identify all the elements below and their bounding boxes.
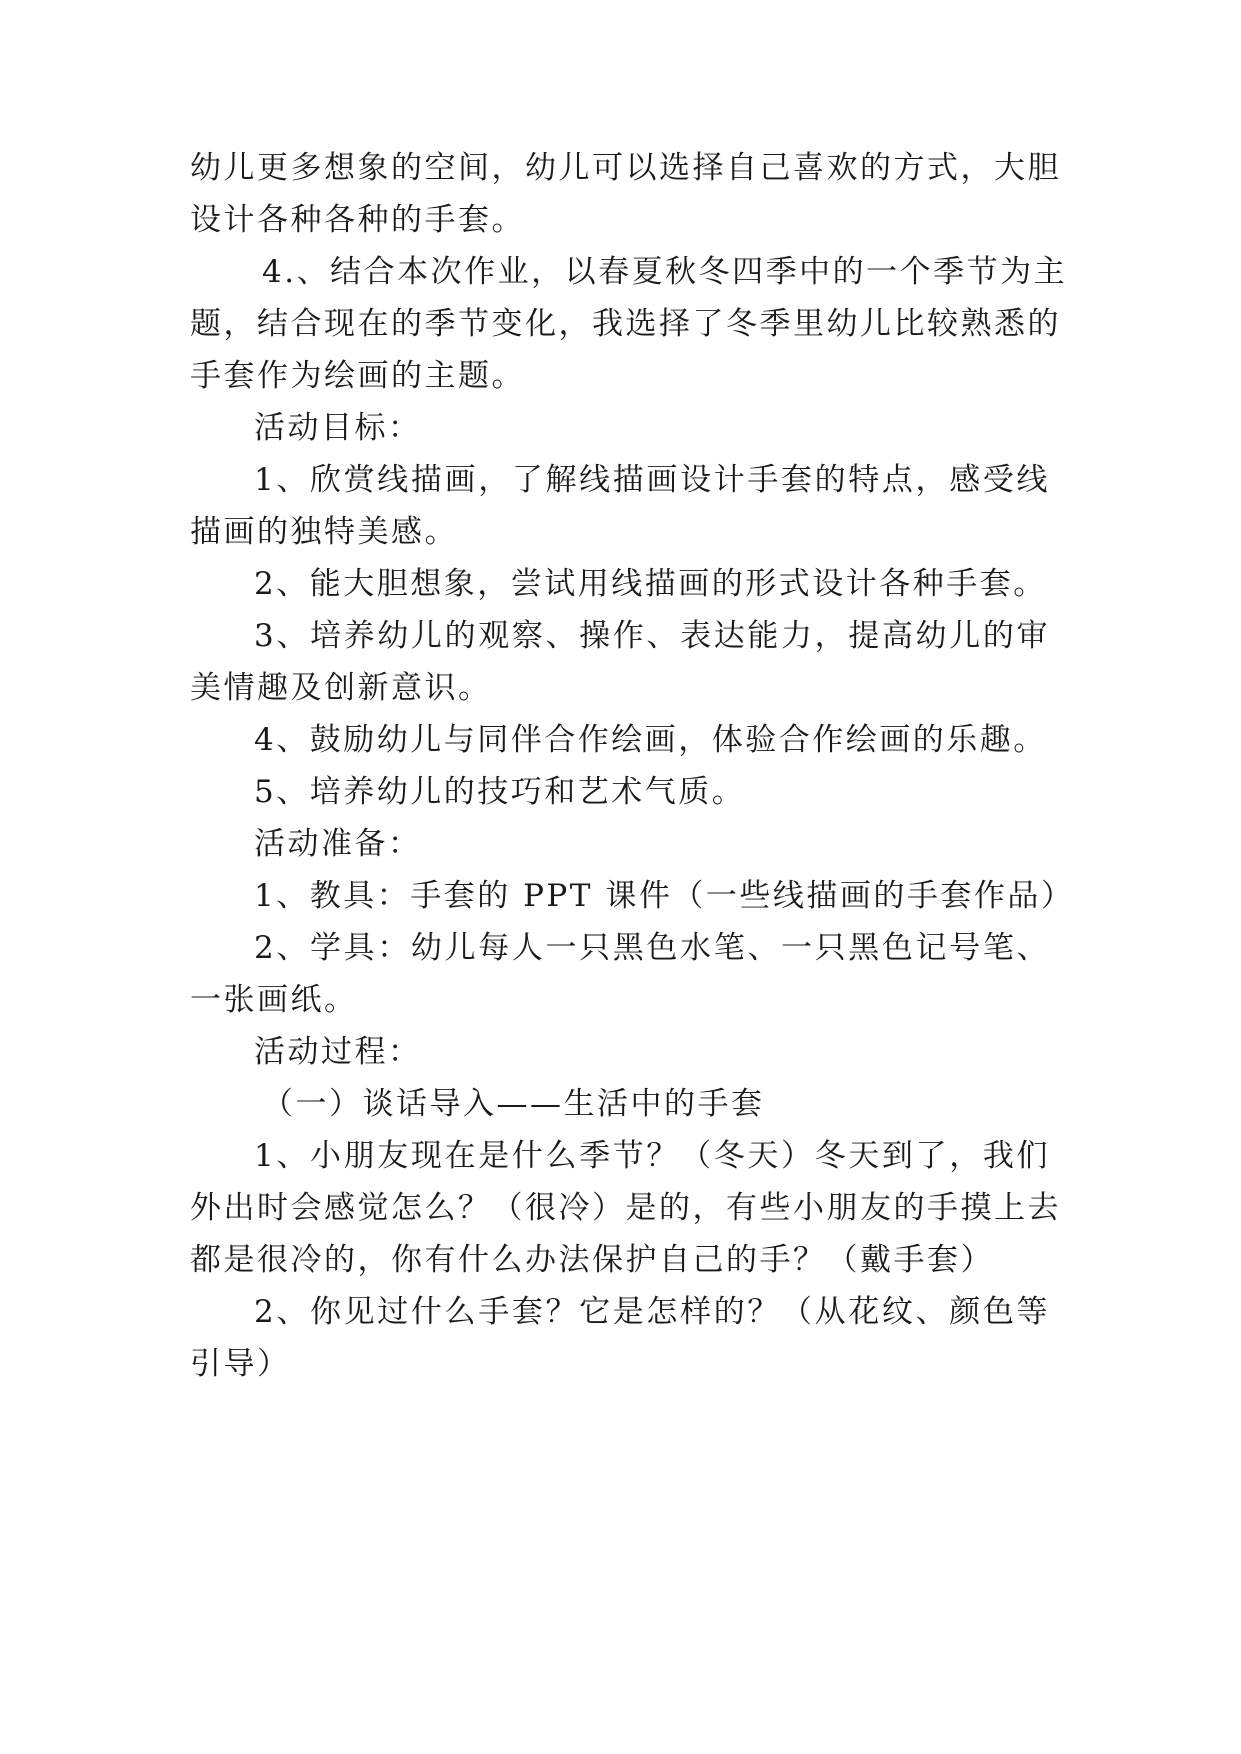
paragraph-line: 1、教具：手套的 PPT 课件（一些线描画的手套作品） bbox=[254, 878, 1075, 914]
paragraph-line: 描画的独特美感。 bbox=[190, 514, 458, 550]
paragraph-line: 1、欣赏线描画，了解线描画设计手套的特点，感受线 bbox=[254, 462, 1050, 498]
paragraph-line: 4.、结合本次作业，以春夏秋冬四季中的一个季节为主 bbox=[262, 254, 1068, 290]
paragraph-line: 幼儿更多想象的空间，幼儿可以选择自己喜欢的方式，大胆 bbox=[190, 150, 1061, 186]
subsection-heading: （一）谈话导入——生活中的手套 bbox=[262, 1086, 765, 1122]
paragraph-line: 美情趣及创新意识。 bbox=[190, 670, 492, 706]
paragraph-line: 外出时会感觉怎么？（很冷）是的，有些小朋友的手摸上去 bbox=[190, 1190, 1061, 1226]
paragraph-line: 5、培养幼儿的技巧和艺术气质。 bbox=[254, 774, 746, 810]
paragraph-line: 2、你见过什么手套？它是怎样的？（从花纹、颜色等 bbox=[254, 1294, 1050, 1330]
paragraph-line: 一张画纸。 bbox=[190, 982, 358, 1018]
paragraph-line: 设计各种各种的手套。 bbox=[190, 202, 525, 238]
paragraph-line: 4、鼓励幼儿与同伴合作绘画，体验合作绘画的乐趣。 bbox=[254, 722, 1047, 758]
paragraph-line: 2、学具：幼儿每人一只黑色水笔、一只黑色记号笔、 bbox=[254, 930, 1050, 966]
section-heading: 活动准备： bbox=[254, 826, 422, 862]
paragraph-line: 题，结合现在的季节变化，我选择了冬季里幼儿比较熟悉的 bbox=[190, 306, 1061, 342]
paragraph-line: 3、培养幼儿的观察、操作、表达能力，提高幼儿的审 bbox=[254, 618, 1050, 654]
section-heading: 活动目标： bbox=[254, 410, 422, 446]
paragraph-line: 1、小朋友现在是什么季节？（冬天）冬天到了，我们 bbox=[254, 1138, 1050, 1174]
paragraph-line: 引导） bbox=[190, 1346, 291, 1382]
section-heading: 活动过程： bbox=[254, 1034, 422, 1070]
paragraph-line: 都是很冷的，你有什么办法保护自己的手？（戴手套） bbox=[190, 1242, 994, 1278]
paragraph-line: 2、能大胆想象，尝试用线描画的形式设计各种手套。 bbox=[254, 566, 1047, 602]
paragraph-line: 手套作为绘画的主题。 bbox=[190, 358, 525, 394]
